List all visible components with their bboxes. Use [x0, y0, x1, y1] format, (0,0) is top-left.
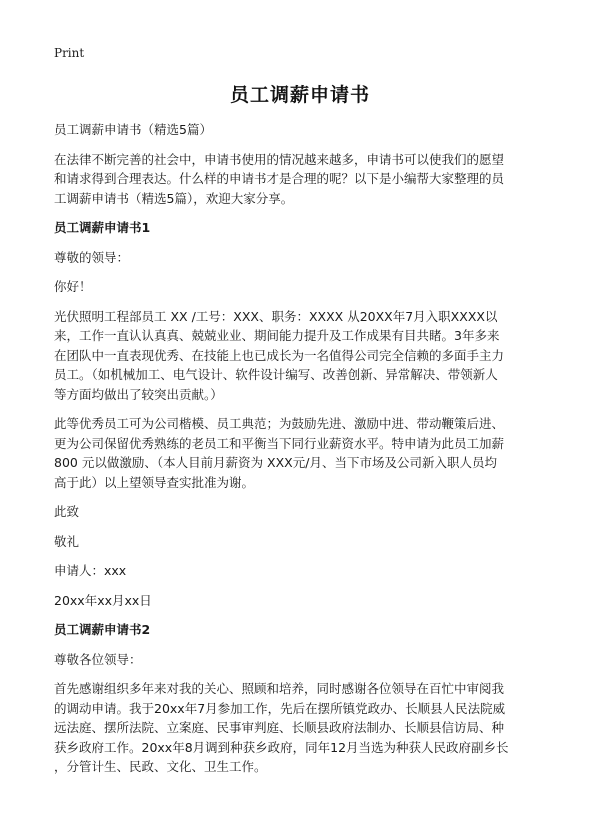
subtitle: 员工调薪申请书（精选5篇）	[54, 122, 212, 137]
print-link[interactable]: Print	[54, 46, 85, 60]
section-heading-1: 员工调薪申请书1	[54, 220, 151, 235]
intro-paragraph: 在法律不断完善的社会中，申请书使用的情况越来越多，申请书可以使我们的愿望 和请求得到合理表达。什么样的申请书才是合理的呢？以下是小编帮大家整理的员 工调薪申请书（精选5篇），欢迎大家分享。	[54, 151, 505, 206]
section-heading-2: 员工调薪申请书2	[54, 622, 151, 637]
salutation-1: 你好！	[54, 279, 92, 294]
document-body	[54, 120, 554, 787]
greeting-1: 尊敬的领导：	[54, 249, 130, 265]
body-paragraph-1b: 此等优秀员工可为公司楷模、员工典范；为鼓励先进、激励中进、带动鞭策后进、 更为公司保留优秀熟练的老员工和平衡当下同行业薪资水平。特申请为此员工加薪 800 元以做激励、（本人目前月薪资为 XXX元/月、当下市场及公司新入职人员均 高于此）以上望领导查实批准为谢。	[54, 416, 505, 490]
date-line: 20xx年xx月xx日	[54, 592, 152, 608]
body-paragraph-2a: 首先感谢组织多年来对我的关心、照顾和培养，同时感谢各位领导在百忙中审阅我 的调动申请。我于20xx年7月参加工作，先后在摆所镇党政办、长顺县人民法院威 远法庭、摆所法院、立案庭、民事审判庭、长顺县政府法制办、长顺县信访局、种 获乡政府工作。20xx年8月调到种获乡政府，同年12月当选为种获人民政府副乡长 ，分管计生、民政、文化、卫生工作。	[54, 681, 509, 774]
greeting-2: 尊敬各位领导：	[54, 651, 142, 667]
closing-zhici: 此致	[54, 504, 80, 519]
page-title: 员工调薪申请书	[229, 84, 370, 106]
applicant-line: 申请人：xxx	[54, 563, 127, 578]
body-paragraph-1a: 光伏照明工程部员工 XX /工号：XXX、职务：XXXX 从20XX年7月入职XXXX以 来，工作一直认认真真、兢兢业业、期间能力提升及工作成果有目共睹。3年多来 在团队中一直表现优秀、在技能上也已成长为一名值得公司完全信赖的多面手主力 员工。（如机械加工、电气设计、软件设计编写、改善创新、异常解决、带领新人 等方面均做出了较突出贡献。）	[54, 308, 505, 402]
closing-jingli: 敬礼	[54, 533, 80, 549]
